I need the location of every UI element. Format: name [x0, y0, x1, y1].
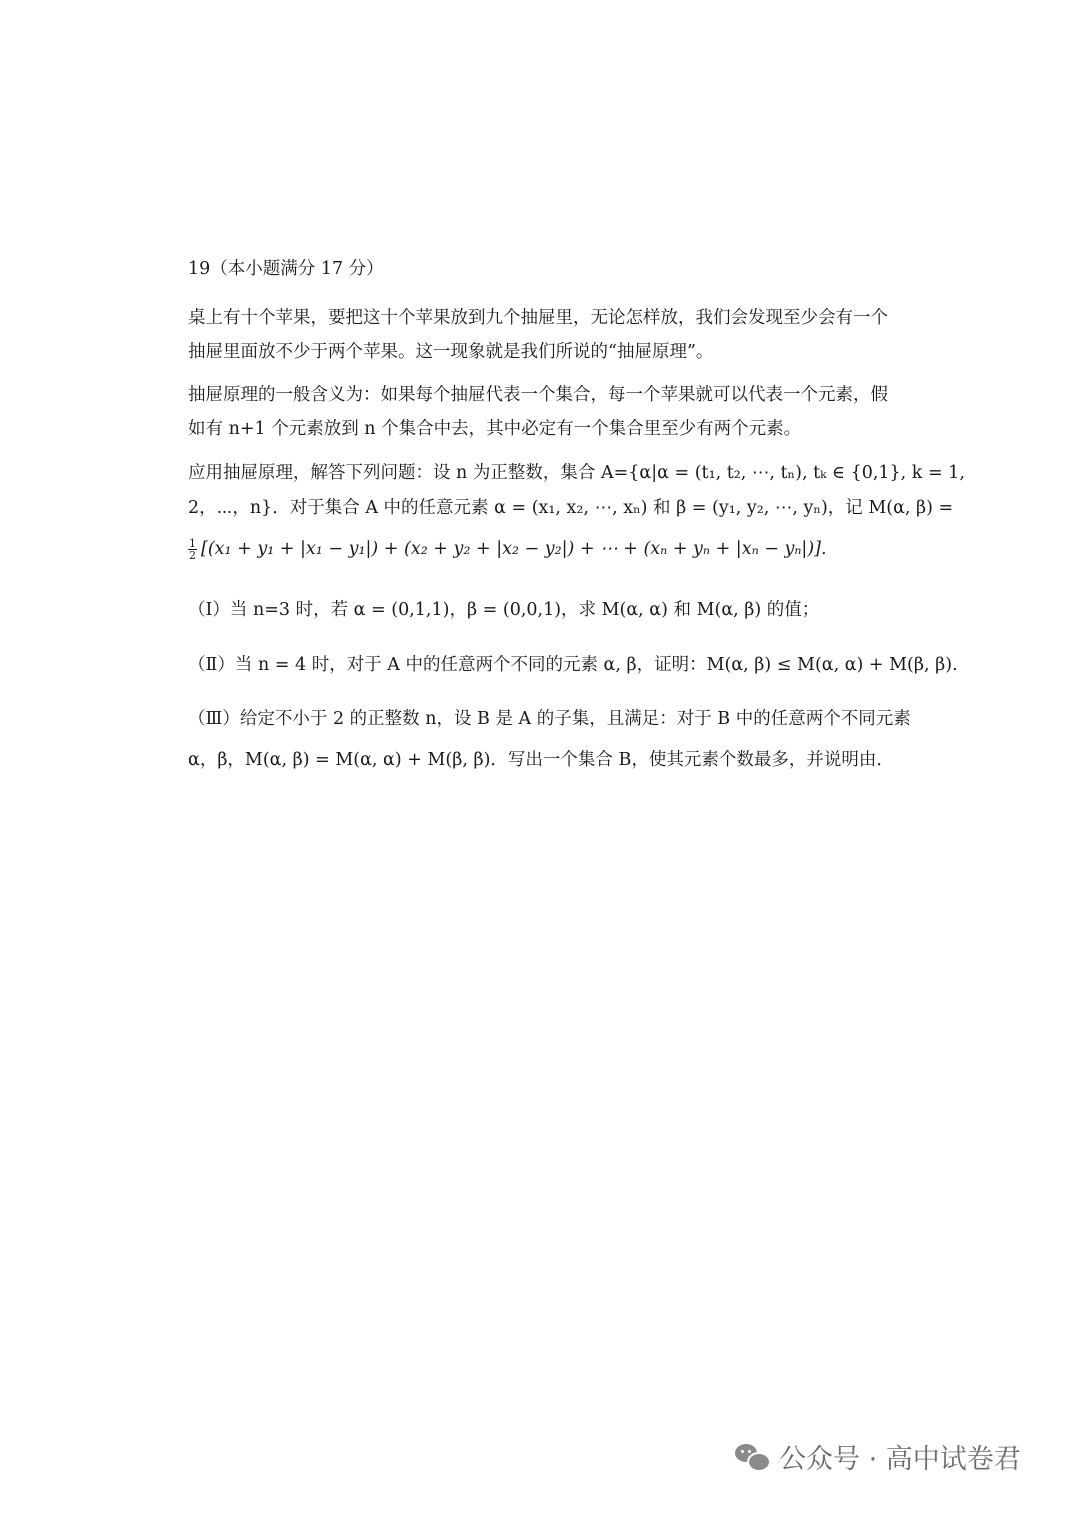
intro-line-1: 桌上有十个苹果，要把这十个苹果放到九个抽屉里，无论怎样放，我们会发现至少会有一个 [188, 308, 888, 328]
application-line-2: 2，⋯，n}．对于集合 A 中的任意元素 α = (x₁, x₂, ⋯, xₙ) 和 β = (y₁, y₂, ⋯, yₙ)，记 M(α, β) = [188, 498, 954, 518]
formula-line [188, 536, 898, 562]
formula-expression: [(x₁ + y₁ + |x₁ − y₁|) + (x₂ + y₂ + |x₂ − y₂|) + ⋯ + (xₙ + yₙ + |xₙ − yₙ|)]. [201, 539, 827, 559]
wechat-icon [735, 1442, 769, 1470]
part-3-line-2: α，β，M(α, β) = M(α, α) + M(β, β)．写出一个集合 B，使其元素个数最多，并说明由． [188, 750, 894, 770]
fraction-denominator: 2 [189, 549, 196, 562]
watermark [735, 1436, 1055, 1476]
one-half-fraction [188, 538, 197, 561]
intro-line-2: 抽屉里面放不少于两个苹果。这一现象就是我们所说的“抽屉原理”。 [188, 342, 714, 362]
part-2: （Ⅱ）当 n = 4 时，对于 A 中的任意两个不同的元素 α, β，证明：M(α, β) ≤ M(α, α) + M(β, β). [188, 655, 958, 675]
fraction-numerator: 1 [189, 537, 196, 550]
part-3-line-1: （Ⅲ）给定不小于 2 的正整数 n，设 B 是 A 的子集，且满足：对于 B 中的任意两个不同元素 [188, 709, 911, 729]
definition-line-1: 抽屉原理的一般含义为：如果每个抽屉代表一个集合，每一个苹果就可以代表一个元素，假 [188, 385, 888, 405]
problem-title: 19（本小题满分 17 分） [188, 259, 384, 279]
definition-line-2: 如有 n+1 个元素放到 n 个集合中去，其中必定有一个集合里至少有两个元素。 [188, 419, 802, 439]
part-1: （Ⅰ）当 n=3 时，若 α = (0,1,1)，β = (0,0,1)，求 M(α, α) 和 M(α, β) 的值； [188, 600, 820, 620]
watermark-text: 公众号 · 高中试卷君 [779, 1443, 1021, 1475]
application-line-1: 应用抽屉原理，解答下列问题：设 n 为正整数，集合 A={α|α = (t₁, t₂, ⋯, tₙ), tₖ ∈ {0,1}, k = 1, [188, 463, 965, 483]
